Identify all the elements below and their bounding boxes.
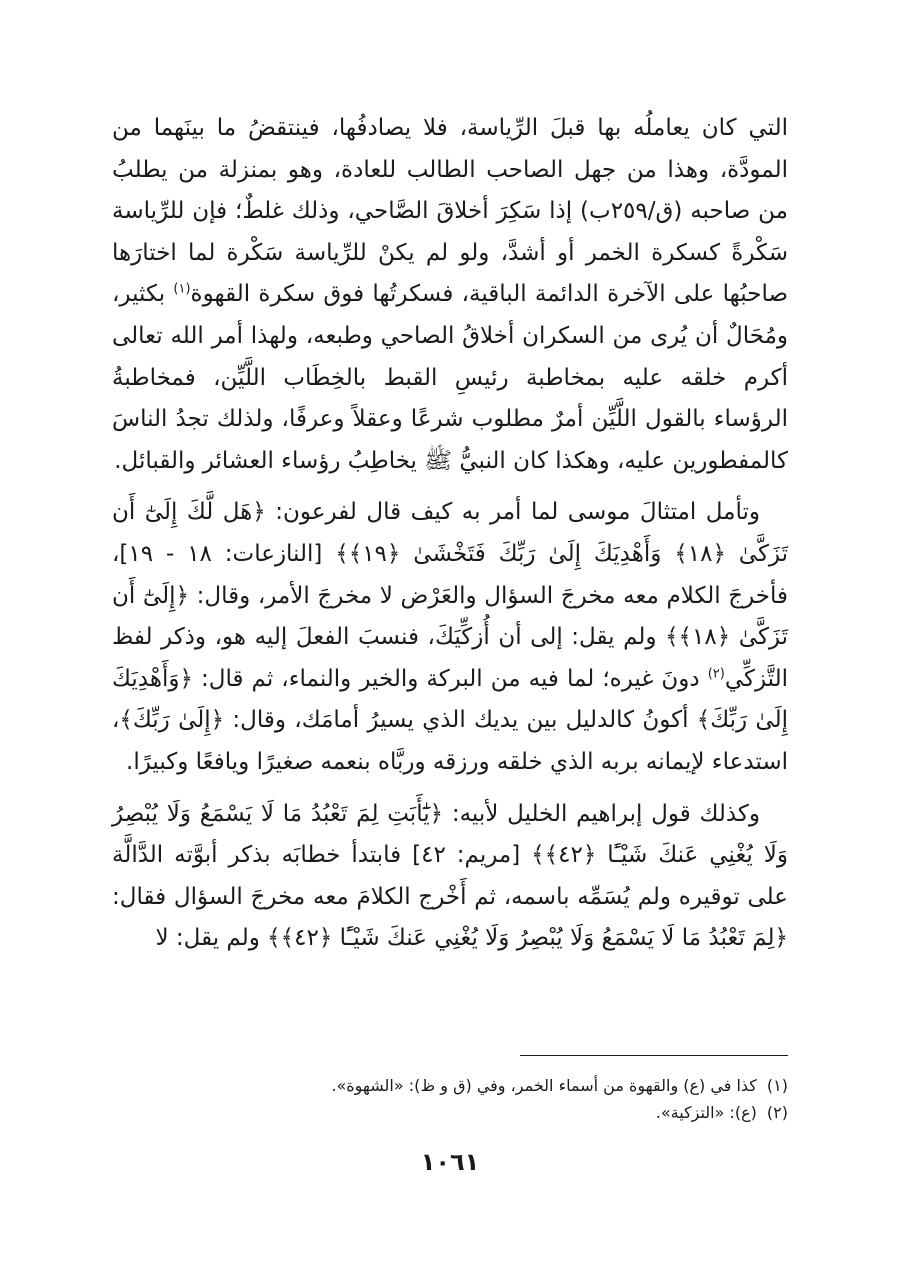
paragraph-3 bbox=[112, 794, 788, 960]
paragraph-1 bbox=[112, 108, 788, 482]
footnote-ref-2: (٢) bbox=[707, 666, 725, 682]
paragraph-1-text-b: بكثير، ومُحَالٌ أن يُرى من السكران أخلاقُ الصاحي وطبعه، ولهذا أمر الله تعالى أكرم خلقه عليه بمخاطبة رئيسِ القبط بالخِطَاب اللَّيِّن، فمخاطبةُ الرؤساء بالقول اللَّيِّن أمرٌ مطلوب شرعًا وعقلاً وعرفًا، ولذلك تجدُ الناسَ كالمفطورين عليه، وهكذا كان النبيُّ ﷺ يخاطِبُ رؤساء العشائر والقبائل. bbox=[112, 281, 788, 474]
paragraph-2 bbox=[112, 492, 788, 783]
footnote-1 bbox=[112, 1072, 788, 1099]
main-text bbox=[112, 108, 788, 960]
footnote-ref-1: (١) bbox=[173, 281, 191, 297]
footnote-2-number: (٢) bbox=[766, 1103, 788, 1122]
footnote-2 bbox=[112, 1099, 788, 1126]
paragraph-2-text-a: وتأمل امتثالَ موسى لما أمر به كيف قال لفرعون: ﴿هَل لَّكَ إِلَىٰٓ أَن تَزَكَّىٰ ﴿١٨﴾ وَأَهْدِيَكَ إِلَىٰ رَبِّكَ فَتَخْشَىٰ ﴿١٩﴾﴾ [النازعات: ١٨ - ١٩]، فأخرجَ الكلام معه مخرجَ السؤال والعَرْض لا مخرجَ الأمر، وقال: ﴿إِلَىٰٓ أَن تَزَكَّىٰ ﴿١٨﴾﴾ ولم يقل: إلى أن أُزكِّيَكَ، فنسبَ الفعلَ إليه هو، وذكر لفظ التَّزكِّي bbox=[112, 499, 789, 692]
footnote-2-text: (ع): «التزكية». bbox=[655, 1103, 757, 1122]
paragraph-3-text-a: وكذلك قول إبراهيم الخليل لأبيه: ﴿يَٰٓأَبَتِ لِمَ تَعْبُدُ مَا لَا يَسْمَعُ وَلَا يُبْصِرُ وَلَا يُغْنِي عَنكَ شَيْـًٔا ﴿٤٢﴾﴾ [مريم: ٤٢] فابتدأ خطابَه بذكر أبوَّته الدَّالَّة على توقيره ولم يُسَمِّه باسمه، ثم أَخْرج الكلامَ معه مخرجَ السؤال فقال: ﴿لِمَ تَعْبُدُ مَا لَا يَسْمَعُ وَلَا يُبْصِرُ وَلَا يُغْنِي عَنكَ شَيْـًٔا ﴿٤٢﴾﴾ ولم يقل: لا bbox=[112, 800, 788, 952]
footnote-1-text: كذا في (ع) والقهوة من أسماء الخمر، وفي (ق و ظ): «الشهوة». bbox=[331, 1076, 757, 1095]
paragraph-2-text-b: دونَ غيره؛ لما فيه من البركة والخير والنماء، ثم قال: ﴿وَأَهْدِيَكَ إِلَىٰ رَبِّكَ﴾ أكونُ كالدليل بين يديك الذي يسيرُ أمامَك، وقال: ﴿إِلَىٰ رَبِّكَ﴾، استدعاء لإيمانه بربه الذي خلقه ورزقه وربَّاه بنعمه صغيرًا ويافعًا وكبيرًا. bbox=[112, 665, 788, 775]
footnote-1-number: (١) bbox=[766, 1076, 788, 1095]
page-number: ١٠٦١ bbox=[420, 1148, 480, 1176]
footnote-divider bbox=[520, 1055, 788, 1056]
footnotes bbox=[112, 1072, 788, 1126]
paragraph-1-text-a: التي كان يعاملُه بها قبلَ الرِّياسة، فلا يصادفُها، فينتقضُ ما بينَهما من المودَّة، وهذا من جهل الصاحب الطالب للعادة، وهو بمنزلة من يطلبُ من صاحبه (ق/٢٥٩ب) إذا سَكِرَ أخلاقَ الصَّاحي، وذلك غلطٌ؛ فإن للرِّياسة سَكْرةً كسكرة الخمر أو أشدَّ، ولو لم يكنْ للرِّياسة سَكْرة لما اختارَها صاحبُها على الآخرة الدائمة الباقية، فسكرتُها فوق سكرة القهوة bbox=[112, 115, 788, 308]
